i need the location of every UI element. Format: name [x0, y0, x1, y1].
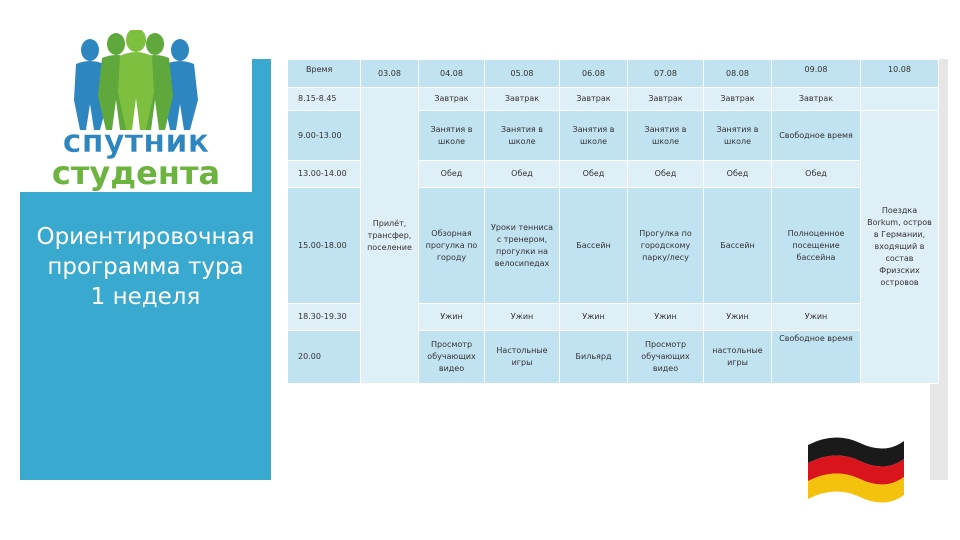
time-cell: 9.00-13.00 — [288, 111, 361, 161]
table-cell: Занятия в школе — [628, 111, 704, 161]
table-cell: настольные игры — [704, 331, 772, 384]
header-row — [288, 60, 939, 88]
table-row — [288, 88, 939, 111]
table-cell: Ужин — [419, 304, 485, 331]
table-cell: Обед — [772, 161, 861, 188]
time-cell: 13.00-14.00 — [288, 161, 361, 188]
table-cell: Обед — [704, 161, 772, 188]
table-cell: Завтрак — [485, 88, 560, 111]
table-cell: Занятия в школе — [704, 111, 772, 161]
table-cell: Ужин — [560, 304, 628, 331]
table-cell: Ужин — [628, 304, 704, 331]
table-cell: Бильярд — [560, 331, 628, 384]
table-cell: Бассейн — [704, 188, 772, 304]
header-date: 07.08 — [628, 60, 704, 88]
header-date: 04.08 — [419, 60, 485, 88]
time-cell: 8.15-8.45 — [288, 88, 361, 111]
time-cell: 20.00 — [288, 331, 361, 384]
logo-word-2: студента — [51, 154, 221, 192]
students-silhouette — [74, 30, 198, 130]
german-flag-icon — [800, 433, 910, 503]
logo-word-1: спутник — [62, 122, 210, 160]
table-cell: Завтрак — [704, 88, 772, 111]
table-cell: Уроки тенниса с тренером, прогулки на велосипедах — [485, 188, 560, 304]
table-cell: Обед — [628, 161, 704, 188]
table-cell: Прогулка по городскому парку/лесу — [628, 188, 704, 304]
header-date: 06.08 — [560, 60, 628, 88]
table-cell: Свободное время — [772, 111, 861, 161]
header-date: 05.08 — [485, 60, 560, 88]
table-cell: Свободное время — [772, 331, 861, 384]
table-cell: Бассейн — [560, 188, 628, 304]
slide-title: Ориентировочная программа тура 1 неделя — [36, 224, 255, 310]
table-cell: Просмотр обучающих видео — [628, 331, 704, 384]
header-date: 10.08 — [861, 60, 939, 88]
table-cell: Занятия в школе — [485, 111, 560, 161]
table-cell: Обед — [419, 161, 485, 188]
time-cell: 15.00-18.00 — [288, 188, 361, 304]
arrival-cell: Прилёт, трансфер, поселение — [361, 88, 419, 384]
table-cell: Завтрак — [772, 88, 861, 111]
table-cell: Завтрак — [628, 88, 704, 111]
table-cell: Ужин — [485, 304, 560, 331]
table-cell — [861, 88, 939, 111]
logo — [20, 30, 252, 192]
table-cell: Обзорная прогулка по городу — [419, 188, 485, 304]
table-cell: Обед — [485, 161, 560, 188]
header-date: 03.08 — [361, 60, 419, 88]
table-cell: Ужин — [704, 304, 772, 331]
trip-cell: Поездка Borkum, остров в Германии, входящий в состав Фризских островов — [861, 111, 939, 384]
table-cell: Просмотр обучающих видео — [419, 331, 485, 384]
table-cell: Занятия в школе — [560, 111, 628, 161]
table-cell: Настольные игры — [485, 331, 560, 384]
table-cell: Завтрак — [419, 88, 485, 111]
table-cell: Обед — [560, 161, 628, 188]
table-cell: Ужин — [772, 304, 861, 331]
header-date: 08.08 — [704, 60, 772, 88]
schedule-table — [287, 59, 939, 384]
header-date: 09.08 — [772, 60, 861, 88]
table-cell: Завтрак — [560, 88, 628, 111]
table-cell: Полноценное посещение бассейна — [772, 188, 861, 304]
table-cell: Занятия в школе — [419, 111, 485, 161]
logo-graphic — [20, 30, 252, 192]
header-time: Время — [288, 60, 361, 88]
time-cell: 18.30-19.30 — [288, 304, 361, 331]
